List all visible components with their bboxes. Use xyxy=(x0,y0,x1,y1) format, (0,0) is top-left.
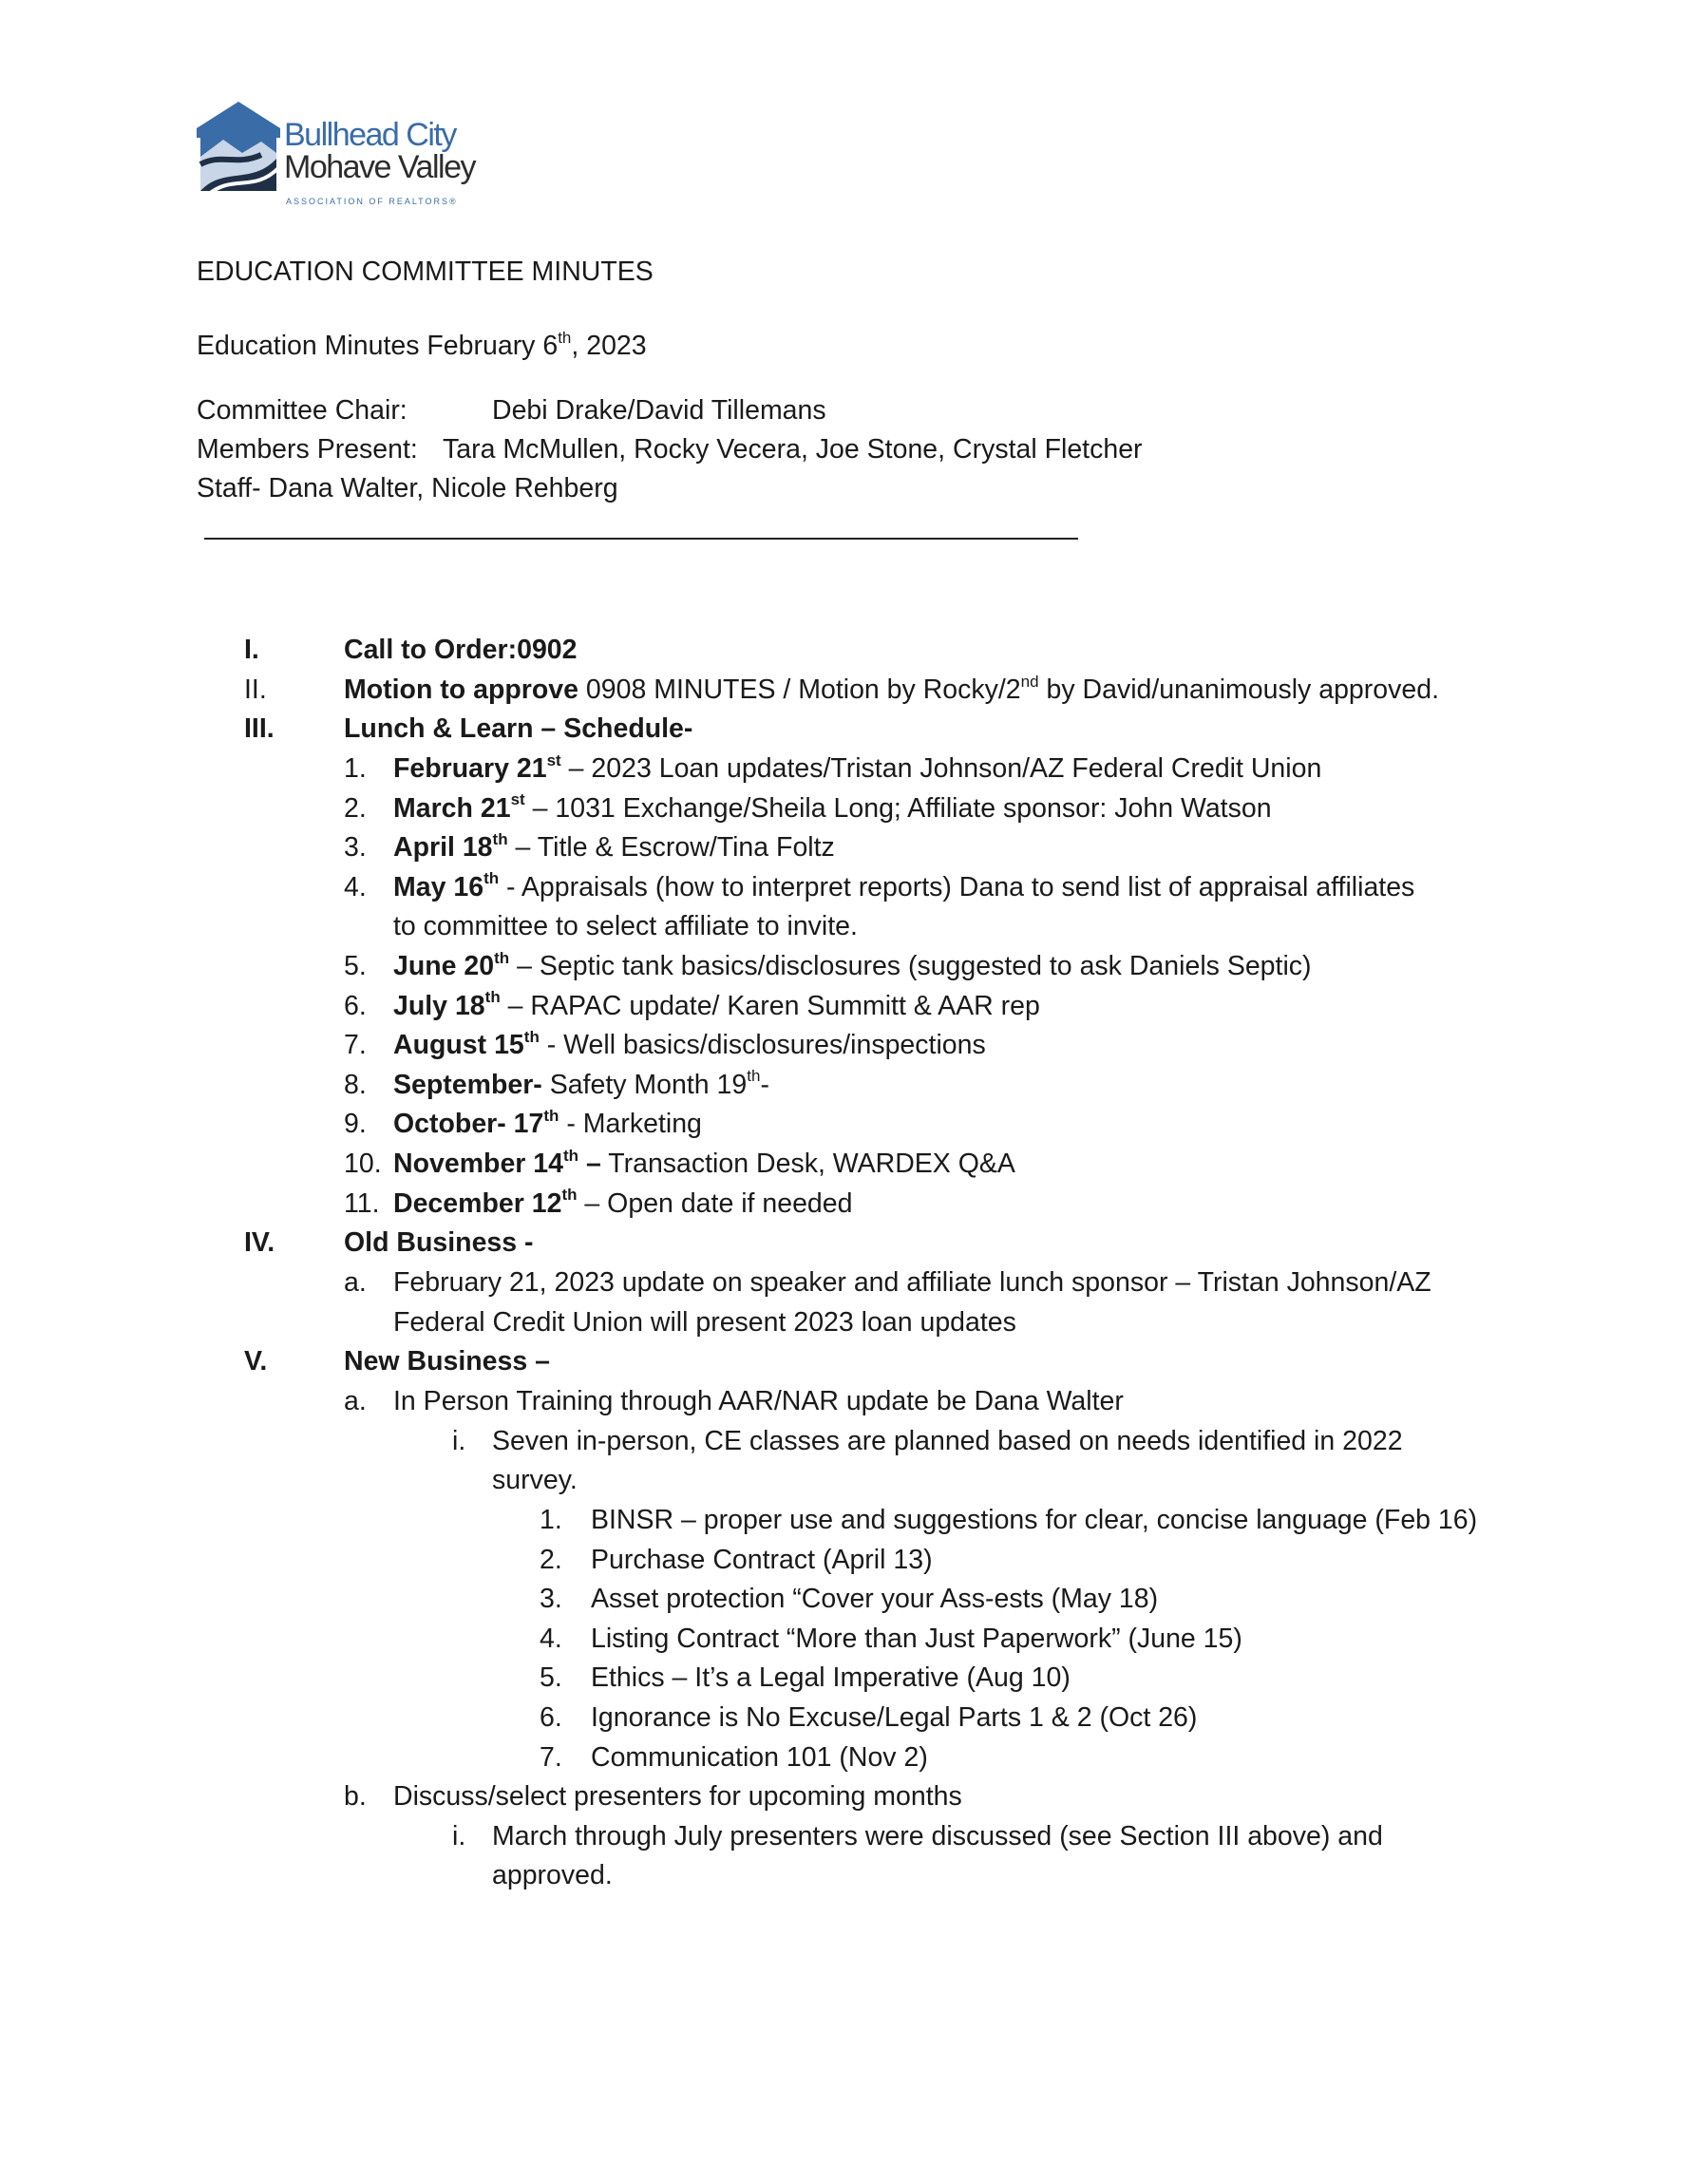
section-5-title: New Business – xyxy=(344,1346,551,1377)
association-logo xyxy=(195,100,480,214)
new-business-a-i-line1: Seven in-person, CE classes are planned based on needs identified in 2022 xyxy=(492,1426,1403,1456)
date-sup: th xyxy=(558,328,572,347)
class-item-number: 1. xyxy=(540,1505,562,1535)
class-item-text: Communication 101 (Nov 2) xyxy=(591,1741,928,1773)
schedule-item-number: 10. xyxy=(344,1149,382,1179)
schedule-item-text: – 1031 Exchange/Sheila Long; Affiliate sponsor: John Watson xyxy=(524,792,1272,824)
schedule-item-sup: st xyxy=(546,750,561,769)
section-2-text-a: 0908 MINUTES / Motion by Rocky/2 xyxy=(578,674,1021,705)
new-business-a-i-label: i. xyxy=(452,1426,466,1456)
schedule-item xyxy=(393,750,1321,788)
schedule-item-sup: st xyxy=(510,790,525,809)
document-title: EDUCATION COMMITTEE MINUTES xyxy=(197,256,654,287)
new-business-b-i-line2: approved. xyxy=(492,1860,613,1890)
schedule-item-text: – RAPAC update/ Karen Summitt & AAR rep xyxy=(500,990,1040,1021)
schedule-item-date: August 15 xyxy=(393,1030,524,1061)
schedule-item-text: Transaction Desk, WARDEX Q&A xyxy=(600,1149,1015,1179)
logo-text-line2: Mohave Valley xyxy=(284,149,475,185)
schedule-item-sup: th xyxy=(563,1146,579,1165)
class-item-number: 2. xyxy=(540,1544,562,1575)
date-prefix: Education Minutes February 6 xyxy=(197,331,559,361)
section-3-number: III. xyxy=(244,713,275,744)
class-item-text: BINSR – proper use and suggestions for clear, concise language (Feb 16) xyxy=(591,1505,1478,1535)
schedule-item-date: September- xyxy=(393,1069,542,1100)
schedule-item xyxy=(393,789,1272,827)
chair-label: Committee Chair: xyxy=(197,395,408,426)
schedule-item-date: February 21 xyxy=(393,753,547,784)
schedule-item-number: 6. xyxy=(344,990,367,1021)
section-1-title: Call to Order:0902 xyxy=(344,635,578,665)
schedule-item-sup2: th xyxy=(747,1067,761,1086)
schedule-item xyxy=(393,868,1414,906)
class-item-number: 4. xyxy=(540,1623,562,1654)
logo-text-line3: ASSOCIATION OF REALTORS® xyxy=(286,197,458,206)
members-label: Members Present: xyxy=(197,434,418,465)
section-1-number: I. xyxy=(244,635,259,665)
schedule-item-text: – Title & Escrow/Tina Foltz xyxy=(507,832,835,864)
schedule-item-dash: – xyxy=(578,1149,601,1179)
section-2-text xyxy=(344,671,1439,709)
schedule-item xyxy=(393,1066,769,1104)
class-item-text: Listing Contract “More than Just Paperwork” (June 15) xyxy=(591,1623,1242,1654)
section-3-title: Lunch & Learn – Schedule- xyxy=(344,713,693,744)
schedule-item-sup: th xyxy=(543,1106,559,1125)
schedule-item-text: - Marketing xyxy=(559,1109,702,1140)
schedule-item-number: 9. xyxy=(344,1109,367,1140)
class-item-number: 7. xyxy=(540,1741,562,1773)
schedule-item-text: – 2023 Loan updates/Tristan Johnson/AZ Federal Credit Union xyxy=(560,753,1322,784)
section-4-number: IV. xyxy=(244,1227,275,1258)
schedule-item-text: - Well basics/disclosures/inspections xyxy=(539,1030,986,1061)
new-business-a-i-line2: survey. xyxy=(492,1465,578,1495)
new-business-b-i-label: i. xyxy=(452,1821,466,1852)
schedule-item-date: April 18 xyxy=(393,832,493,864)
schedule-item xyxy=(393,1185,852,1223)
new-business-b-i-line1: March through July presenters were discussed (see Section III above) and xyxy=(492,1821,1383,1852)
schedule-item-sup: th xyxy=(484,988,501,1007)
section-4-title: Old Business - xyxy=(344,1227,534,1258)
schedule-item xyxy=(393,947,1312,985)
mountain-house-logo-icon xyxy=(195,100,282,204)
class-item-text: Asset protection “Cover your Ass-ests (May 18) xyxy=(591,1584,1159,1615)
schedule-item-continuation: to committee to select affiliate to invite. xyxy=(393,911,858,942)
chair-value: Debi Drake/David Tillemans xyxy=(492,395,826,426)
section-2-title: Motion to approve xyxy=(344,674,578,705)
schedule-item-text2: - xyxy=(760,1069,769,1100)
new-business-b-text: Discuss/select presenters for upcoming months xyxy=(393,1781,962,1812)
meeting-date xyxy=(197,327,647,365)
schedule-item-number: 3. xyxy=(344,832,367,864)
new-business-a-text: In Person Training through AAR/NAR update be Dana Walter xyxy=(393,1386,1124,1416)
schedule-item-number: 5. xyxy=(344,951,367,981)
class-item-text: Ethics – It’s a Legal Imperative (Aug 10) xyxy=(591,1662,1071,1694)
schedule-item-number: 11. xyxy=(344,1187,380,1219)
class-item-text: Ignorance is No Excuse/Legal Parts 1 & 2 (Oct 26) xyxy=(591,1702,1198,1733)
class-item-number: 6. xyxy=(540,1702,562,1733)
schedule-item-date: July 18 xyxy=(393,990,485,1021)
class-item-number: 3. xyxy=(540,1584,562,1615)
schedule-item-sup: th xyxy=(483,869,500,888)
section-5-number: V. xyxy=(244,1346,268,1377)
date-suffix: , 2023 xyxy=(571,331,647,361)
schedule-item xyxy=(393,1105,702,1143)
schedule-item-number: 8. xyxy=(344,1069,367,1100)
staff-line: Staff- Dana Walter, Nicole Rehberg xyxy=(197,473,618,503)
class-item-text: Purchase Contract (April 13) xyxy=(591,1544,933,1575)
schedule-item-text: Safety Month 19 xyxy=(541,1069,748,1100)
schedule-item xyxy=(393,987,1040,1025)
schedule-item-date: October- 17 xyxy=(393,1109,544,1140)
schedule-item-number: 4. xyxy=(344,871,367,902)
schedule-item-sup: th xyxy=(492,829,508,848)
divider-line xyxy=(204,538,1078,540)
schedule-item-sup: th xyxy=(494,948,510,967)
schedule-item xyxy=(393,1026,986,1064)
schedule-item-text: – Septic tank basics/disclosures (suggested to ask Daniels Septic) xyxy=(509,951,1312,981)
schedule-item-number: 1. xyxy=(344,753,367,784)
class-item-number: 5. xyxy=(540,1662,562,1694)
section-2-text-b: by David/unanimously approved. xyxy=(1038,674,1439,705)
schedule-item-text: - Appraisals (how to interpret reports) Dana to send list of appraisal affiliates xyxy=(499,871,1415,902)
old-business-a-label: a. xyxy=(344,1267,367,1298)
logo-text-line1: Bullhead City xyxy=(284,117,456,153)
schedule-item xyxy=(393,828,835,866)
section-2-number: II. xyxy=(244,674,267,705)
schedule-item-number: 7. xyxy=(344,1030,367,1061)
schedule-item-sup: th xyxy=(561,1186,578,1205)
schedule-item xyxy=(393,1145,1015,1183)
schedule-item-date: June 20 xyxy=(393,951,495,981)
schedule-item-date: November 14 xyxy=(393,1149,564,1179)
schedule-item-number: 2. xyxy=(344,792,367,824)
old-business-a-line2: Federal Credit Union will present 2023 loan updates xyxy=(393,1307,1016,1338)
old-business-a-line1: February 21, 2023 update on speaker and affiliate lunch sponsor – Tristan Johnson/AZ xyxy=(393,1267,1431,1298)
schedule-item-sup: th xyxy=(523,1027,540,1046)
schedule-item-date: December 12 xyxy=(393,1187,562,1219)
members-value: Tara McMullen, Rocky Vecera, Joe Stone, Crystal Fletcher xyxy=(443,434,1143,465)
new-business-a-label: a. xyxy=(344,1386,367,1416)
section-2-sup: nd xyxy=(1020,672,1039,691)
schedule-item-date: March 21 xyxy=(393,792,511,824)
schedule-item-date: May 16 xyxy=(393,871,484,902)
schedule-item-text: – Open date if needed xyxy=(577,1187,853,1219)
new-business-b-label: b. xyxy=(344,1781,367,1812)
